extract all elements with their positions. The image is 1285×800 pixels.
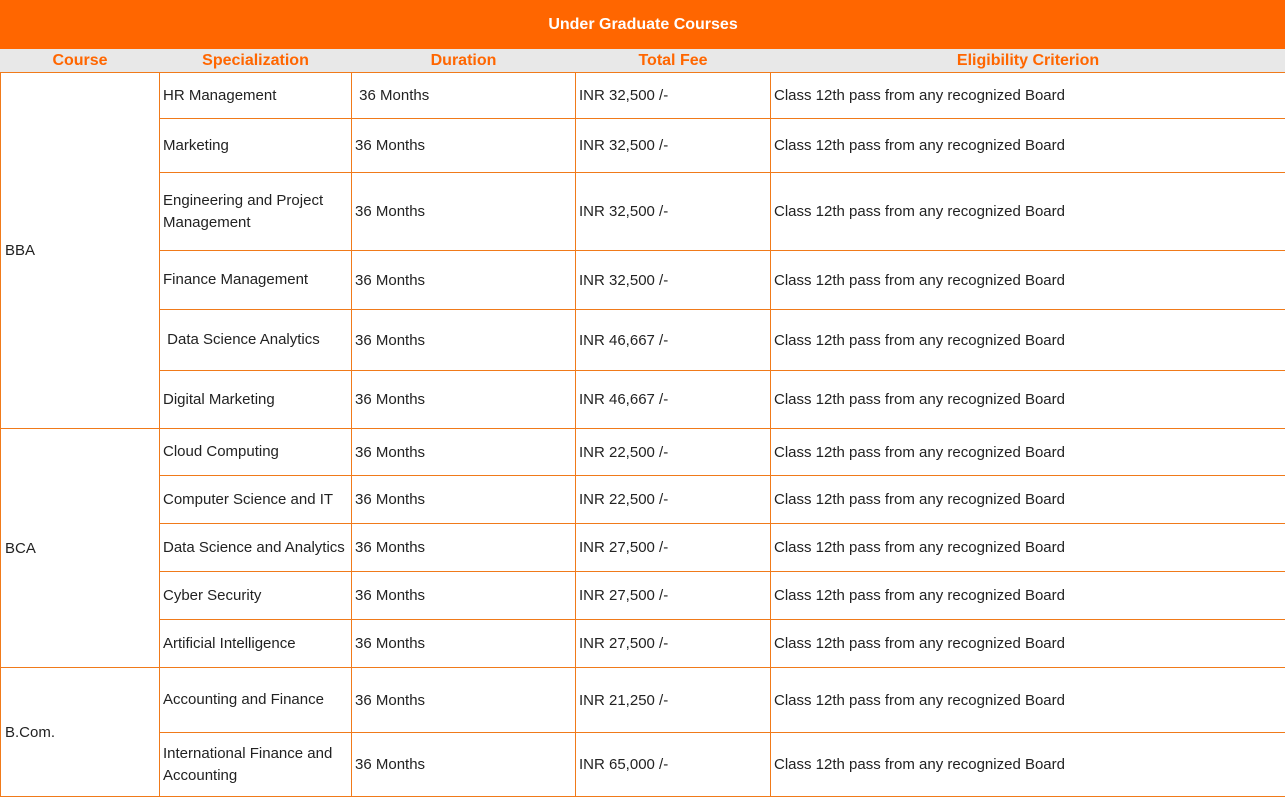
- specialization-cell: Marketing: [160, 119, 352, 173]
- duration-cell: 36 Months: [352, 476, 576, 524]
- specialization-cell: Finance Management: [160, 251, 352, 310]
- table-row: [1, 429, 1285, 476]
- table-row: [1, 620, 1285, 668]
- table-row: [1, 524, 1285, 572]
- eligibility-cell: Class 12th pass from any recognized Board: [771, 251, 1285, 310]
- table-row: [1, 73, 1285, 119]
- specialization-cell: Data Science Analytics: [160, 310, 352, 371]
- specialization-cell: Cyber Security: [160, 572, 352, 620]
- fee-cell: INR 46,667 /-: [576, 371, 771, 429]
- eligibility-cell: Class 12th pass from any recognized Board: [771, 371, 1285, 429]
- eligibility-cell: Class 12th pass from any recognized Board: [771, 476, 1285, 524]
- specialization-cell: Data Science and Analytics: [160, 524, 352, 572]
- eligibility-cell: Class 12th pass from any recognized Board: [771, 733, 1285, 797]
- fee-cell: INR 27,500 /-: [576, 524, 771, 572]
- course-cell-bcom: B.Com.: [1, 668, 160, 797]
- eligibility-cell: Class 12th pass from any recognized Board: [771, 310, 1285, 371]
- header-specialization: Specialization: [160, 49, 352, 73]
- table-row: [1, 371, 1285, 429]
- eligibility-cell: Class 12th pass from any recognized Board: [771, 119, 1285, 173]
- specialization-cell: Engineering and Project Management: [160, 173, 352, 251]
- duration-cell: 36 Months: [352, 668, 576, 733]
- table-row: [1, 173, 1285, 251]
- duration-cell: 36 Months: [352, 310, 576, 371]
- duration-cell: 36 Months: [352, 173, 576, 251]
- table-row: [1, 668, 1285, 733]
- table-row: [1, 733, 1285, 797]
- duration-cell: 36 Months: [352, 620, 576, 668]
- duration-cell: 36 Months: [352, 524, 576, 572]
- eligibility-cell: Class 12th pass from any recognized Board: [771, 173, 1285, 251]
- fee-cell: INR 32,500 /-: [576, 119, 771, 173]
- eligibility-cell: Class 12th pass from any recognized Board: [771, 572, 1285, 620]
- duration-cell: 36 Months: [352, 371, 576, 429]
- table-row: [1, 119, 1285, 173]
- table-row: [1, 572, 1285, 620]
- eligibility-cell: Class 12th pass from any recognized Board: [771, 668, 1285, 733]
- fee-cell: INR 32,500 /-: [576, 173, 771, 251]
- specialization-cell: International Finance and Accounting: [160, 733, 352, 797]
- duration-cell: 36 Months: [352, 119, 576, 173]
- eligibility-cell: Class 12th pass from any recognized Board: [771, 429, 1285, 476]
- course-cell-bca: BCA: [1, 429, 160, 668]
- fee-cell: INR 22,500 /-: [576, 429, 771, 476]
- duration-cell: 36 Months: [352, 572, 576, 620]
- specialization-cell: Computer Science and IT: [160, 476, 352, 524]
- fee-cell: INR 46,667 /-: [576, 310, 771, 371]
- eligibility-cell: Class 12th pass from any recognized Board: [771, 73, 1285, 119]
- fee-cell: INR 21,250 /-: [576, 668, 771, 733]
- eligibility-cell: Class 12th pass from any recognized Board: [771, 524, 1285, 572]
- header-eligibility: Eligibility Criterion: [771, 49, 1285, 73]
- specialization-cell: Digital Marketing: [160, 371, 352, 429]
- fee-cell: INR 27,500 /-: [576, 572, 771, 620]
- fee-cell: INR 32,500 /-: [576, 73, 771, 119]
- specialization-cell: Artificial Intelligence: [160, 620, 352, 668]
- duration-cell: 36 Months: [352, 251, 576, 310]
- fee-cell: INR 65,000 /-: [576, 733, 771, 797]
- table-row: [1, 251, 1285, 310]
- header-duration: Duration: [352, 49, 576, 73]
- specialization-cell: HR Management: [160, 73, 352, 119]
- course-cell-bba: BBA: [1, 73, 160, 429]
- header-course: Course: [1, 49, 160, 73]
- specialization-cell: Cloud Computing: [160, 429, 352, 476]
- header-total-fee: Total Fee: [576, 49, 771, 73]
- table-title: Under Graduate Courses: [1, 1, 1285, 49]
- duration-cell: 36 Months: [352, 733, 576, 797]
- eligibility-cell: Class 12th pass from any recognized Board: [771, 620, 1285, 668]
- fee-cell: INR 32,500 /-: [576, 251, 771, 310]
- fee-cell: INR 22,500 /-: [576, 476, 771, 524]
- duration-cell: 36 Months: [352, 73, 576, 119]
- table-row: [1, 476, 1285, 524]
- table-row: [1, 310, 1285, 371]
- fee-cell: INR 27,500 /-: [576, 620, 771, 668]
- specialization-cell: Accounting and Finance: [160, 668, 352, 733]
- duration-cell: 36 Months: [352, 429, 576, 476]
